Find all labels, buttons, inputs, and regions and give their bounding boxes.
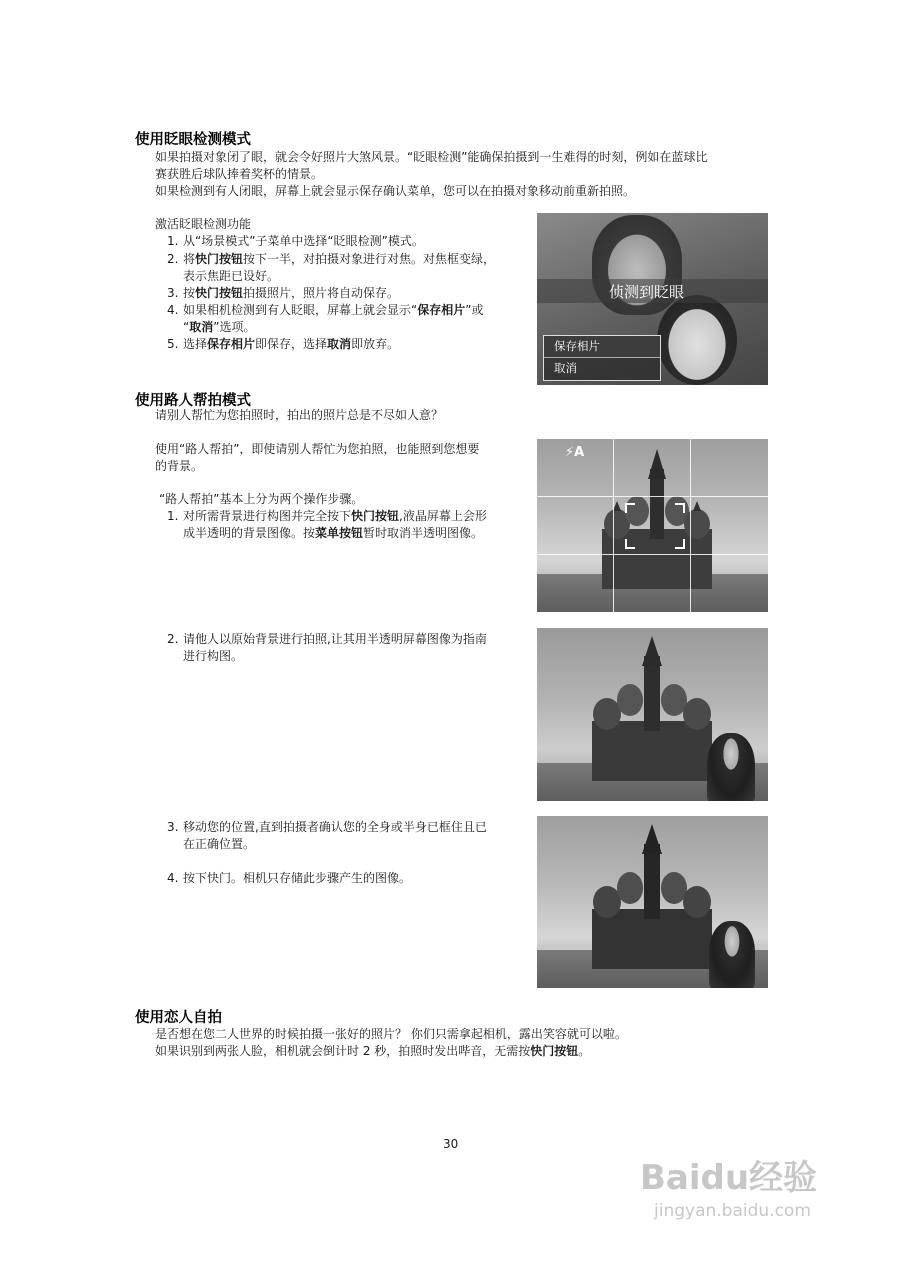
- baby-face-image: [657, 295, 737, 385]
- paragraph-passerby-desc-2: 的背景。: [155, 459, 204, 473]
- paragraph-passerby-desc-1: 使用“路人帮拍”，即使请别人帮忙为您拍照，也能照到您想要: [155, 442, 480, 456]
- paragraph-blink-confirm: 如果检测到有人闭眼，屏幕上就会显示保存确认菜单，您可以在拍摄对象移动前重新拍照。: [155, 184, 636, 198]
- menu-item-cancel: 取消: [554, 361, 577, 375]
- blink-step-2-cont: 表示焦距已设好。: [183, 269, 280, 283]
- cathedral-image: [582, 824, 722, 974]
- paragraph-passerby-question: 请别人帮忙为您拍照时，拍出的照片总是不尽如人意？: [155, 408, 444, 422]
- section-title-blink-detection: 使用眨眼检测模式: [135, 132, 251, 148]
- watermark-url: jingyan.baidu.com: [654, 1201, 811, 1221]
- passerby-step-1-cont: 成半透明的背景图像。按菜单按钮暂时取消半透明图像。: [183, 526, 484, 540]
- final-composite-photo: [537, 816, 768, 988]
- subheading-activate-blink: 激活眨眼检测功能: [155, 217, 252, 231]
- save-confirm-menu: [543, 335, 661, 381]
- blink-step-1: 1. 从“场景模式”子菜单中选择“眨眼检测”模式。: [167, 234, 424, 248]
- passerby-step-3: 3. 移动您的位置,直到拍摄者确认您的全身或半身已框住且已: [167, 820, 487, 834]
- background-composition-photo: [537, 439, 768, 612]
- passerby-step-3-cont: 在正确位置。: [183, 837, 256, 851]
- passerby-step-1: 1. 对所需背景进行构图并完全按下快门按钮,液晶屏幕上会形: [167, 509, 487, 523]
- woman-image: [707, 733, 755, 801]
- paragraph-lover-intro: 是否想在您二人世界的时候拍摄一张好的照片？ 你们只需拿起相机，露出笑容就可以啦。: [155, 1027, 627, 1041]
- cathedral-image: [582, 636, 722, 786]
- blink-step-2: 2. 将快门按钮按下一半，对拍摄对象进行对焦。对焦框变绿，: [167, 252, 496, 266]
- menu-item-save-photo: 保存相片: [544, 336, 660, 358]
- blink-step-3: 3. 按快门按钮拍摄照片，照片将自动保存。: [167, 286, 400, 300]
- blink-step-5: 5. 选择保存相片即保存，选择取消即放弃。: [167, 337, 400, 351]
- paragraph-passerby-two-steps: “路人帮拍”基本上分为两个操作步骤。: [159, 492, 364, 506]
- translucent-guide-photo: [537, 628, 768, 801]
- page-number: 30: [443, 1137, 459, 1151]
- section-title-passerby-shot: 使用路人帮拍模式: [135, 393, 251, 409]
- blink-step-4: 4. 如果相机检测到有人眨眼，屏幕上就会显示“保存相片”或: [167, 303, 484, 317]
- flash-auto-icon: ⚡A: [565, 445, 585, 460]
- section-title-lover-selfie: 使用恋人自拍: [135, 1010, 222, 1026]
- paragraph-lover-countdown: 如果识别到两张人脸，相机就会倒计时 2 秒，拍照时发出哔音，无需按快门按钮。: [155, 1044, 591, 1058]
- woman-image: [709, 921, 755, 988]
- passerby-step-2: 2. 请他人以原始背景进行拍照,让其用半透明屏幕图像为指南: [167, 632, 487, 646]
- blink-step-4-cont: “取消”选项。: [183, 320, 256, 334]
- focus-frame-icon: [625, 503, 685, 549]
- passerby-step-2-cont: 进行构图。: [183, 649, 244, 663]
- paragraph-blink-intro-2: 赛获胜后球队捧着奖杯的情景。: [155, 167, 324, 181]
- watermark-logo: Baidu经验: [640, 1158, 818, 1198]
- baidu-jingyan-watermark: [640, 1150, 817, 1221]
- passerby-step-4: 4. 按下快门。相机只存储此步骤产生的图像。: [167, 871, 412, 885]
- blink-detection-screen-photo: [537, 213, 768, 385]
- paragraph-blink-intro-1: 如果拍摄对象闭了眼，就会令好照片大煞风景。“眨眼检测”能确保拍摄到一生难得的时刻，例如在蓝球比: [155, 150, 708, 164]
- blink-detected-title: 侦测到眨眼: [609, 283, 685, 301]
